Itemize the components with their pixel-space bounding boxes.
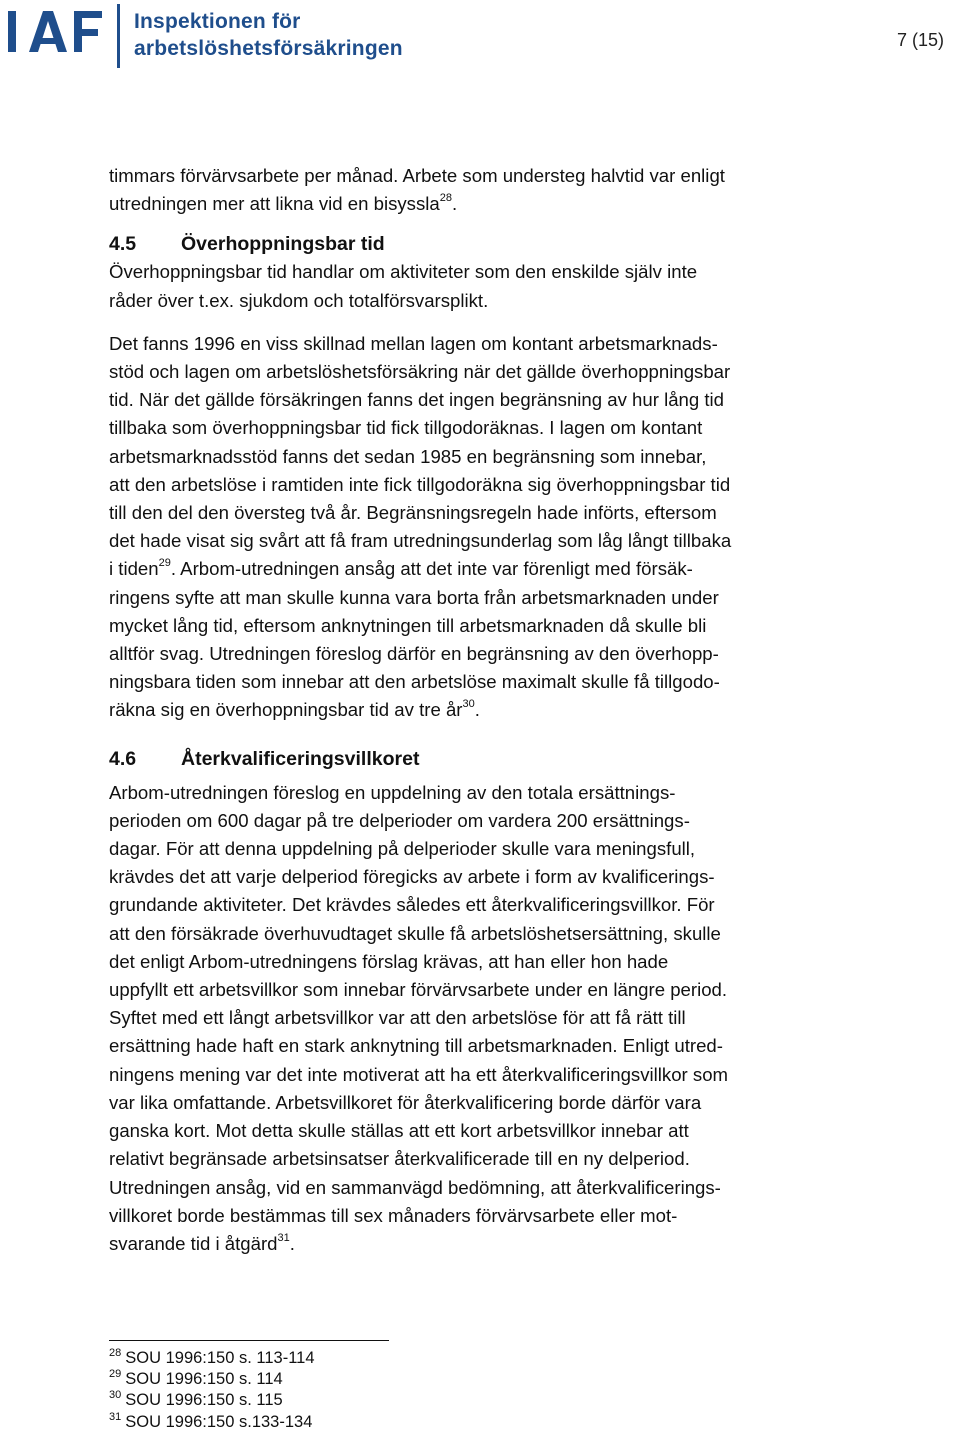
footnote-number: 28 <box>109 1347 122 1359</box>
text-line: ganska kort. Mot detta skulle ställas att ett kort arbetsvillkor innebar att <box>109 1120 689 1142</box>
text-line: relativt begränsade arbetsinsatser återkvalificerade till en ny delperiod. <box>109 1148 690 1170</box>
section-heading-4-6 <box>109 745 829 773</box>
footnotes <box>109 1348 315 1433</box>
text-line: ningens mening var det inte motiverat att ha ett återkvalificeringsvillkor som <box>109 1063 729 1085</box>
text-line: svarande tid i åtgärd <box>109 1232 278 1254</box>
footnote-number: 29 <box>109 1368 122 1381</box>
footnote-number: 31 <box>109 1410 122 1423</box>
text-line: att den arbetslöse i ramtiden inte fick tillgodoräkna sig överhoppningsbar tid <box>109 473 731 495</box>
document-body <box>109 162 829 1258</box>
text-line: utredningen mer att likna vid en bisyssla <box>109 193 440 215</box>
text-line: perioden om 600 dagar på tre delperioder om vardera 200 ersättnings- <box>109 809 690 831</box>
text-line: Det fanns 1996 en viss skillnad mellan lagen om kontant arbetsmarknads- <box>109 332 718 354</box>
text-line: stöd och lagen om arbetslöshetsförsäkring när det gällde överhoppningsbar <box>109 361 731 383</box>
section-title: Återkvalificeringsvillkoret <box>181 747 420 770</box>
page-header <box>0 0 960 80</box>
section-title: Överhoppningsbar tid <box>181 233 385 256</box>
text-line: räkna sig en överhoppningsbar tid av tre år <box>109 699 463 721</box>
logo-divider <box>117 4 120 68</box>
text-line: arbetsmarknadsstöd fanns det sedan 1985 en begränsning som innebar, <box>109 445 707 467</box>
paragraph: Det fanns 1996 en viss skillnad mellan lagen om kontant arbetsmarknads- stöd och lagen om arbetslöshetsförsäkring när det gällde överhoppningsbar tid. När det gällde försäkringen fanns det ingen begränsning av hur lång tid tillbaka som överhoppningsbar tid fick tillgodoräknas. I lagen om kontant arbetsmarknadsstöd fanns det sedan 1985 en begränsning som innebar, att den arbetslöse i ramtiden inte fick tillgodoräkna sig överhoppningsbar tid till den del den översteg två år. Begränsningsregeln hade införts, eftersom det hade visat sig svårt att få fram utredningsunderlag som låg långt tillbaka i tiden$^{29}$. Arbom-utredningen ansåg att det inte var förenligt med försäk- ringens syfte att man skulle kunna vara borta från arbetsmarknaden under mycket lång tid, eftersom anknytningen till arbetsmarknaden då skulle bli alltför svag. Utredningen föreslog därför en begränsning av den överhopp- ningsbara tiden som innebar att den arbetslöse maximalt skulle få tillgodo- räkna sig en överhoppningsbar tid av tre $år^{30}$. <box>109 332 732 721</box>
footnote-text: SOU 1996:150 s. 114 <box>125 1370 283 1389</box>
section-number: 4.5 <box>109 233 137 256</box>
paragraph: Arbom-utredningen föreslog en uppdelning av den totala ersättnings- perioden om 600 dagar på tre delperioder om vardera 200 ersättnings- dagar. För att denna uppdelning på delperioder skulle vara meningsfull, krävdes det att varje delperiod föregicks av arbete i form av kvalificerings- grundande aktiviteter. Det krävdes således ett återkvalificeringsvillkor. För att den försäkrade överhuvudtaget skulle få arbetslöshetsersättning, skulle det enligt Arbom-utredningens förslag krävas, att han eller hon hade uppfyllt ett arbetsvillkor som innebar förvärvsarbete under en längre period. Syftet med ett långt arbetsvillkor var att den arbetslöse för att få rätt till ersättning hade haft en stark anknytning till arbetsmarknaden. Enligt utred- ningens mening var det inte motiverat att ha ett återkvalificeringsvillkor som var lika omfattande. Arbetsvillkoret för återkvalificering borde därför vara ganska kort. Mot detta skulle ställas att ett kort arbetsvillkor innebar att relativt begränsade arbetsinsatser återkvalificerade till en ny delperiod. Utredningen ansåg, vid en sammanvägd bedömning, att återkvalificerings- villkoret borde bestämmas till sex månaders förvärvsarbete eller mot- svarande tid i åtgärd$^{31}$. <box>109 781 729 1254</box>
footnote-item <box>109 1412 315 1433</box>
section-number: 4.6 <box>109 747 137 770</box>
text-line: uppfyllt ett arbetsvillkor som innebar förvärvsarbete under en längre period. <box>109 979 728 1001</box>
paragraph <box>109 258 829 314</box>
footnote-text: SOU 1996:150 s.133-134 <box>125 1412 313 1431</box>
text-line: ningsbara tiden som innebar att den arbetslöse maximalt skulle få tillgodo- <box>109 671 720 693</box>
text-line: Överhoppningsbar tid handlar om aktiviteter som den enskilde själv inte <box>109 261 698 283</box>
footnote-item <box>109 1390 315 1411</box>
footnote-separator <box>109 1340 389 1341</box>
section-heading-4-5 <box>109 230 829 258</box>
footnote-item <box>109 1369 315 1390</box>
text-line: alltför svag. Utredningen föreslog därför en begränsning av den överhopp- <box>109 643 719 665</box>
text-line: villkoret borde bestämmas till sex månaders förvärvsarbete eller mot- <box>109 1204 678 1226</box>
text-line: Syftet med ett långt arbetsvillkor var att den arbetslöse för att få rätt till <box>109 1007 686 1029</box>
page-number: 7 (15) <box>896 30 944 50</box>
iaf-logo-icon <box>8 9 104 55</box>
text-line: krävdes det att varje delperiod föregicks av arbete i form av kvalificerings- <box>109 866 715 888</box>
logo-line-2: arbetslöshetsförsäkringen <box>134 37 403 60</box>
footnote-text: SOU 1996:150 s. 115 <box>125 1391 283 1410</box>
text-line: till den del den översteg två år. Begränsningsregeln hade införts, eftersom <box>109 502 717 524</box>
text-line: var lika omfattande. Arbetsvillkoret för återkvalificering borde därför vara <box>109 1091 702 1113</box>
text-line: ersättning hade haft en stark anknytning till arbetsmarknaden. Enligt utred- <box>109 1035 723 1057</box>
text-line: mycket lång tid, eftersom anknytningen till arbetsmarknaden då skulle bli <box>109 614 707 636</box>
footnote-number: 30 <box>109 1389 122 1402</box>
text-line: ringens syfte att man skulle kunna vara borta från arbetsmarknaden under <box>109 586 719 608</box>
text-line: . Arbom-utredningen ansåg att det inte var förenligt med försäk- <box>170 558 693 580</box>
text-line: att den försäkrade överhuvudtaget skulle få arbetslöshetsersättning, skulle <box>109 922 721 944</box>
logo-wordmark <box>134 8 403 62</box>
text-line: timmars förvärvsarbete per månad. Arbete som understeg halvtid var enligt <box>109 165 725 186</box>
text-line: det enligt Arbom-utredningens förslag krävas, att han eller hon hade <box>109 950 669 972</box>
footnote-ref: 31 <box>277 1231 290 1244</box>
logo-line-1: Inspektionen för <box>134 10 301 33</box>
intro-paragraph: timmars förvärvsarbete per månad. Arbete som understeg halvtid var enligt utredningen mer att likna vid en bisyssla$^{28}$. <box>109 165 725 215</box>
text-line: Arbom-utredningen föreslog en uppdelning av den totala ersättnings- <box>109 781 676 803</box>
text-line: tid. När det gällde försäkringen fanns det ingen begränsning av hur lång tid <box>109 389 725 411</box>
text-line: det hade visat sig svårt att få fram utredningsunderlag som låg långt tillbaka <box>109 530 732 552</box>
footnote-ref: 28 <box>439 192 452 205</box>
text-line: råder över t.ex. sjukdom och totalförsvarsplikt. <box>109 289 489 311</box>
footnote-text: SOU 1996:150 s. 113-114 <box>125 1349 315 1367</box>
text-line: grundande aktiviteter. Det krävdes således ett återkvalificeringsvillkor. För <box>109 894 715 916</box>
footnote-ref: 30 <box>462 698 475 711</box>
text-line: tillbaka som överhoppningsbar tid fick tillgodoräknas. I lagen om kontant <box>109 417 703 439</box>
text-line: dagar. För att denna uppdelning på delperioder skulle vara meningsfull, <box>109 838 696 860</box>
text-line: i tiden <box>109 558 159 580</box>
footnote-ref: 29 <box>158 557 171 570</box>
text-line: Utredningen ansåg, vid en sammanvägd bedömning, att återkvalificerings- <box>109 1176 721 1198</box>
footnote-item <box>109 1348 315 1369</box>
